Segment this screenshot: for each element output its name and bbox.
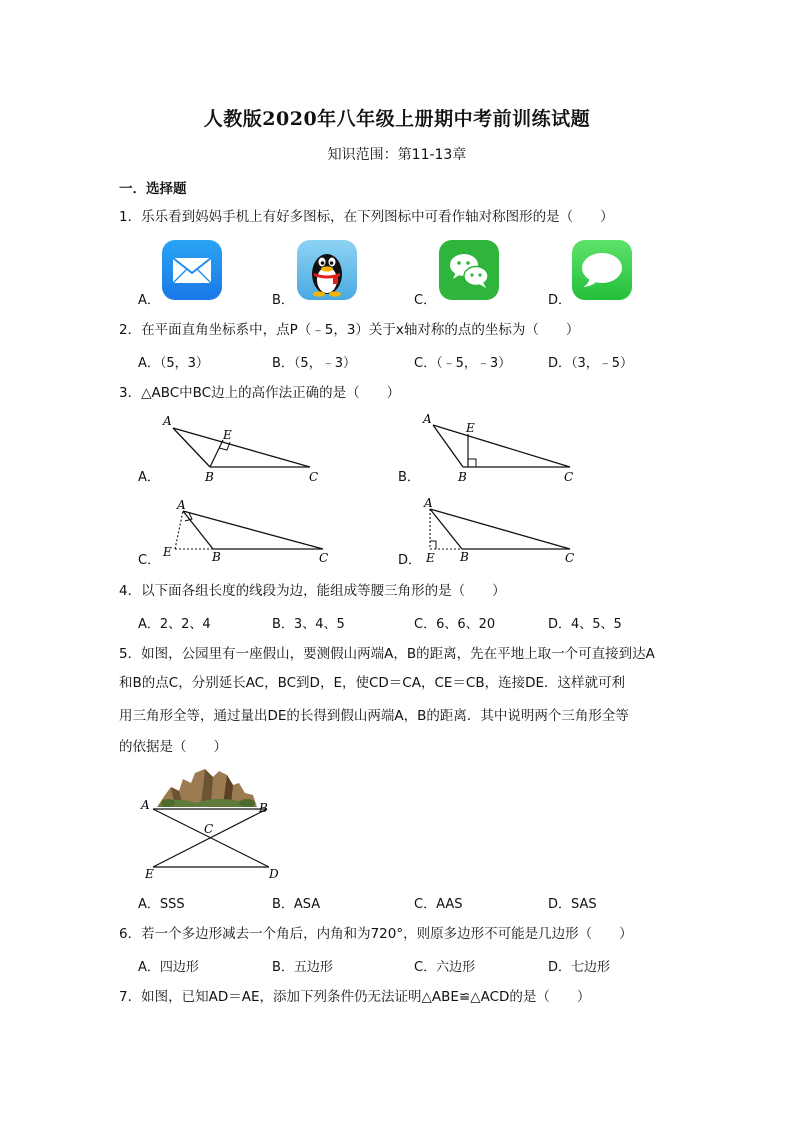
label-b: B [460,550,469,564]
label-e: E [223,428,232,442]
q5-option-a: A．SSS [138,897,185,912]
q3-figure-b [418,410,593,485]
rockery-image [157,769,257,807]
q6-option-a: A．四边形 [138,960,199,975]
label-a: A [423,412,432,426]
label-b: B [212,550,221,564]
wechat-icon [439,240,499,300]
page-subtitle: 知识范围：第11-13章 [327,147,467,163]
label-d: D [269,867,279,880]
label-e: E [145,867,154,880]
q4-option-a: A．2、2、4 [138,617,211,632]
question-5-line-3: 用三角形全等，通过量出DE的长得到假山两端A，B的距离．其中说明两个三角形全等 [119,708,629,724]
q6-option-d: D．七边形 [548,960,611,975]
label-a: A [177,498,186,512]
label-a: A [424,496,433,510]
label-e: E [163,545,172,559]
messages-icon [572,240,632,300]
q4-option-d: D．4、5、5 [548,617,622,632]
question-6: 6．若一个多边形减去一个角后，内角和为720°，则原多边形不可能是几边形（ ） [119,926,633,942]
q3-figure-d [418,495,593,570]
q5-option-b: B．ASA [272,897,321,912]
q6-option-b: B．五边形 [272,960,333,975]
question-3: 3．△ABC中BC边上的高作法正确的是（ ） [119,385,401,401]
q2-option-a: A．（5，3） [138,356,209,371]
q6-option-c: C．六边形 [414,960,476,975]
q3-option-a: A． [138,470,160,485]
question-5-line-1: 5．如图，公园里有一座假山，要测假山两端A，B的距离，先在平地上取一个可直接到达A [119,646,655,662]
page-title: 人教版2020年八年级上册期中考前训练试题 [203,108,591,130]
q5-option-c: C．AAS [414,897,463,912]
label-c: C [564,470,574,484]
q3-figure-c [155,495,340,570]
question-5-line-4: 的依据是（ ） [119,739,227,755]
label-c: C [309,470,319,484]
label-b: B [259,801,268,815]
q1-option-a: A． [138,293,160,308]
question-4: 4．以下面各组长度的线段为边，能组成等腰三角形的是（ ） [119,583,506,599]
label-c: C [319,551,329,565]
q1-option-b: B． [272,293,294,308]
label-c: C [204,822,214,836]
section-heading: 一．选择题 [119,181,187,197]
label-c: C [565,551,575,565]
q3-option-c: C． [138,553,161,568]
question-5-line-2: 和B的点C，分别延长AC，BC到D，E，使CD＝CA，CE＝CB，连接DE．这样就可利 [119,675,626,691]
q3-option-d: D． [398,553,422,568]
q2-option-b: B．（5，﹣3） [272,356,356,371]
question-1: 1．乐乐看到妈妈手机上有好多图标，在下列图标中可看作轴对称图形的是（ ） [119,209,614,225]
label-e: E [466,421,475,435]
label-a: A [163,414,172,428]
label-a: A [141,798,150,812]
q1-option-d: D． [548,293,572,308]
q5-option-d: D．SAS [548,897,597,912]
label-e: E [426,551,435,565]
mail-icon [162,240,222,300]
label-b: B [205,470,214,484]
q2-option-d: D．（3，﹣5） [548,356,634,371]
question-7: 7．如图，已知AD＝AE，添加下列条件仍无法证明△ABE≌△ACD的是（ ） [119,989,591,1005]
q2-option-c: C．（﹣5，﹣3） [414,356,512,371]
q5-rockery-figure [135,765,295,880]
q4-option-c: C．6、6、20 [414,617,496,632]
qq-penguin-icon [297,240,357,300]
question-2: 2．在平面直角坐标系中，点P（﹣5，3）关于x轴对称的点的坐标为（ ） [119,322,580,338]
label-b: B [458,470,467,484]
q3-option-b: B． [398,470,420,485]
q3-figure-a [155,410,335,485]
q1-option-c: C． [414,293,437,308]
q4-option-b: B．3、4、5 [272,617,345,632]
